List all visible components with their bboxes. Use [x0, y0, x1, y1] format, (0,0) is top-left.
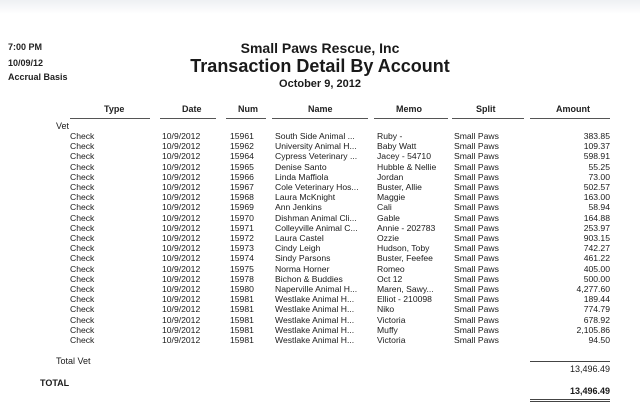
cell-memo: Ruby - — [377, 131, 403, 141]
cell-date: 10/9/2012 — [162, 335, 201, 345]
cell-memo: Annie - 202783 — [377, 222, 436, 233]
cell-split: Small Paws — [454, 222, 499, 233]
cell-name: Linda Maffiola — [275, 171, 329, 182]
group-total-amount: 13,496.49 — [569, 364, 610, 374]
cell-memo: Hubble & Nellie — [377, 161, 437, 172]
cell-memo: Ozzie — [377, 233, 399, 243]
cell-num: 15967 — [230, 182, 254, 192]
column-header-name: Name — [308, 104, 333, 114]
cell-type: Check — [70, 253, 95, 264]
report-print-date: 10/09/12 — [8, 58, 44, 68]
table-row — [0, 233, 640, 243]
cell-name: Colleyville Animal C... — [275, 222, 358, 233]
table-row — [0, 223, 640, 233]
report-time: 7:00 PM — [8, 42, 43, 52]
cell-num: 15973 — [230, 243, 254, 254]
cell-name: Westlake Animal H... — [275, 294, 355, 305]
column-header-num: Num — [238, 104, 258, 114]
cell-name: Dishman Animal Cli... — [275, 212, 357, 223]
cell-amount: 4,277.60 — [576, 284, 610, 294]
report-basis: Accrual Basis — [8, 72, 68, 82]
table-row — [0, 325, 640, 335]
cell-name: Cypress Veterinary ... — [275, 151, 358, 162]
cell-num: 15980 — [230, 284, 254, 294]
grand-total-label: TOTAL — [40, 378, 70, 388]
cell-date: 10/9/2012 — [162, 314, 201, 325]
cell-amount: 55.25 — [588, 161, 610, 172]
cell-type: Check — [70, 324, 95, 335]
cell-name: Laura Castel — [275, 233, 324, 243]
cell-memo: Baby Watt — [377, 141, 417, 152]
cell-type: Check — [70, 192, 95, 203]
cell-date: 10/9/2012 — [162, 324, 201, 335]
cell-amount: 461.22 — [583, 253, 610, 264]
cell-type: Check — [70, 202, 95, 213]
table-row — [0, 202, 640, 212]
cell-amount: 742.27 — [583, 243, 610, 254]
table-row — [0, 304, 640, 314]
cell-date: 10/9/2012 — [162, 171, 201, 182]
table-row — [0, 213, 640, 223]
cell-type: Check — [70, 233, 95, 243]
cell-memo: Victoria — [377, 314, 406, 325]
cell-type: Check — [70, 171, 95, 182]
cell-type: Check — [70, 294, 95, 305]
cell-num: 15974 — [230, 253, 254, 264]
cell-num: 15981 — [230, 335, 254, 345]
table-row — [0, 141, 640, 151]
cell-split: Small Paws — [454, 253, 499, 264]
cell-split: Small Paws — [454, 161, 499, 172]
table-row — [0, 284, 640, 294]
cell-amount: 774.79 — [583, 304, 610, 315]
cell-num: 15981 — [230, 304, 254, 315]
header-underline — [272, 118, 368, 119]
cell-memo: Oct 12 — [377, 273, 403, 284]
cell-date: 10/9/2012 — [162, 131, 201, 141]
cell-type: Check — [70, 222, 95, 233]
cell-type: Check — [70, 212, 95, 223]
header-underline — [452, 118, 524, 119]
cell-memo: Maggie — [377, 192, 406, 203]
table-row — [0, 264, 640, 274]
cell-num: 15981 — [230, 294, 254, 305]
cell-split: Small Paws — [454, 335, 499, 345]
cell-amount: 383.85 — [583, 131, 610, 141]
cell-num: 15981 — [230, 324, 254, 335]
cell-amount: 58.94 — [588, 202, 610, 213]
cell-type: Check — [70, 161, 95, 172]
cell-num: 15961 — [230, 131, 254, 141]
cell-num: 15968 — [230, 192, 254, 203]
cell-amount: 598.91 — [583, 151, 610, 162]
cell-name: University Animal H... — [275, 141, 357, 152]
cell-num: 15962 — [230, 141, 254, 152]
cell-split: Small Paws — [454, 273, 499, 284]
table-row — [0, 162, 640, 172]
cell-memo: Buster, Allie — [377, 182, 422, 192]
cell-split: Small Paws — [454, 243, 499, 254]
cell-memo: Jordan — [377, 171, 404, 182]
cell-type: Check — [70, 314, 95, 325]
cell-amount: 253.97 — [583, 222, 610, 233]
cell-memo: Romeo — [377, 263, 405, 274]
table-row — [0, 131, 640, 141]
cell-num: 15975 — [230, 263, 254, 274]
cell-type: Check — [70, 141, 95, 152]
table-row — [0, 335, 640, 345]
cell-name: Laura McKnight — [275, 192, 336, 203]
column-header-split: Split — [476, 104, 496, 114]
total-double-rule — [530, 399, 610, 400]
cell-memo: Hudson, Toby — [377, 243, 430, 254]
report-title: Transaction Detail By Account — [190, 56, 450, 76]
table-row — [0, 151, 640, 161]
cell-num: 15966 — [230, 171, 254, 182]
cell-memo: Buster, Feefee — [377, 253, 433, 264]
table-row — [0, 172, 640, 182]
cell-amount: 903.15 — [583, 233, 610, 243]
cell-amount: 405.00 — [583, 263, 610, 274]
company-name: Small Paws Rescue, Inc — [240, 40, 400, 56]
cell-memo: Jacey - 54710 — [377, 151, 431, 162]
cell-date: 10/9/2012 — [162, 263, 201, 274]
cell-date: 10/9/2012 — [162, 182, 201, 192]
cell-type: Check — [70, 243, 95, 254]
cell-name: Norma Horner — [275, 263, 330, 274]
cell-type: Check — [70, 263, 95, 274]
account-group-label: Vet — [56, 121, 70, 131]
column-header-date: Date — [182, 104, 202, 114]
header-underline — [374, 118, 448, 119]
cell-memo: Gable — [377, 212, 400, 223]
cell-name: Cindy Leigh — [275, 243, 321, 254]
column-header-amount: Amount — [556, 104, 590, 114]
table-row — [0, 274, 640, 284]
cell-num: 15965 — [230, 161, 254, 172]
cell-type: Check — [70, 304, 95, 315]
cell-date: 10/9/2012 — [162, 212, 201, 223]
table-row — [0, 192, 640, 202]
cell-num: 15981 — [230, 314, 254, 325]
cell-amount: 73.00 — [588, 171, 610, 182]
cell-amount: 502.57 — [583, 182, 610, 192]
cell-num: 15969 — [230, 202, 254, 213]
grand-total-amount: 13,496.49 — [569, 386, 610, 396]
cell-date: 10/9/2012 — [162, 141, 201, 152]
cell-type: Check — [70, 182, 95, 192]
cell-type: Check — [70, 273, 95, 284]
cell-split: Small Paws — [454, 151, 499, 162]
cell-split: Small Paws — [454, 202, 499, 213]
cell-date: 10/9/2012 — [162, 304, 201, 315]
cell-type: Check — [70, 335, 95, 345]
cell-amount: 109.37 — [583, 141, 610, 152]
cell-date: 10/9/2012 — [162, 243, 201, 254]
cell-name: Cole Veterinary Hos... — [275, 182, 359, 192]
cell-memo: Elliot - 210098 — [377, 294, 432, 305]
cell-memo: Victoria — [377, 335, 406, 345]
cell-date: 10/9/2012 — [162, 161, 201, 172]
cell-split: Small Paws — [454, 233, 499, 243]
table-row — [0, 253, 640, 263]
cell-num: 15978 — [230, 273, 254, 284]
cell-num: 15971 — [230, 222, 254, 233]
cell-name: Naperville Animal H... — [275, 284, 358, 294]
cell-split: Small Paws — [454, 131, 499, 141]
report-date: October 9, 2012 — [279, 78, 361, 90]
cell-type: Check — [70, 284, 95, 294]
group-total-label: Total Vet — [56, 356, 91, 366]
cell-amount: 164.88 — [583, 212, 610, 223]
table-row — [0, 315, 640, 325]
header-underline — [530, 118, 610, 119]
cell-split: Small Paws — [454, 171, 499, 182]
cell-name: Westlake Animal H... — [275, 314, 355, 325]
subtotal-rule — [530, 361, 610, 362]
cell-name: Westlake Animal H... — [275, 304, 355, 315]
cell-type: Check — [70, 151, 95, 162]
column-header-type: Type — [104, 104, 125, 114]
cell-date: 10/9/2012 — [162, 151, 201, 162]
cell-date: 10/9/2012 — [162, 222, 201, 233]
cell-split: Small Paws — [454, 263, 499, 274]
cell-split: Small Paws — [454, 192, 499, 203]
cell-amount: 189.44 — [583, 294, 610, 305]
table-row — [0, 182, 640, 192]
cell-split: Small Paws — [454, 182, 499, 192]
header-underline — [70, 118, 150, 119]
cell-type: Check — [70, 131, 95, 141]
cell-num: 15964 — [230, 151, 254, 162]
cell-memo: Muffy — [377, 324, 398, 335]
cell-amount: 500.00 — [583, 273, 610, 284]
cell-split: Small Paws — [454, 294, 499, 305]
cell-split: Small Paws — [454, 304, 499, 315]
cell-name: Bichon & Buddies — [275, 273, 343, 284]
cell-date: 10/9/2012 — [162, 202, 201, 213]
cell-date: 10/9/2012 — [162, 253, 201, 264]
table-row — [0, 243, 640, 253]
header-underline — [160, 118, 216, 119]
table-row — [0, 294, 640, 304]
cell-split: Small Paws — [454, 141, 499, 152]
cell-date: 10/9/2012 — [162, 233, 201, 243]
column-header-memo: Memo — [396, 104, 423, 114]
cell-num: 15972 — [230, 233, 254, 243]
cell-name: Westlake Animal H... — [275, 335, 355, 345]
cell-date: 10/9/2012 — [162, 284, 201, 294]
scan-edge — [0, 0, 640, 14]
cell-memo: Maren, Sawy... — [377, 284, 434, 294]
cell-date: 10/9/2012 — [162, 294, 201, 305]
cell-split: Small Paws — [454, 284, 499, 294]
cell-name: Sindy Parsons — [275, 253, 331, 264]
total-double-rule — [530, 401, 610, 402]
cell-split: Small Paws — [454, 324, 499, 335]
cell-memo: Cali — [377, 202, 392, 213]
cell-name: Denise Santo — [275, 161, 327, 172]
cell-split: Small Paws — [454, 314, 499, 325]
cell-num: 15970 — [230, 212, 254, 223]
cell-split: Small Paws — [454, 212, 499, 223]
cell-amount: 94.50 — [588, 335, 610, 345]
cell-amount: 678.92 — [583, 314, 610, 325]
cell-date: 10/9/2012 — [162, 192, 201, 203]
cell-amount: 2,105.86 — [576, 324, 610, 335]
cell-name: South Side Animal ... — [275, 131, 355, 141]
cell-name: Westlake Animal H... — [275, 324, 355, 335]
cell-amount: 163.00 — [583, 192, 610, 203]
cell-date: 10/9/2012 — [162, 273, 201, 284]
cell-memo: Niko — [377, 304, 395, 315]
cell-name: Ann Jenkins — [275, 202, 322, 213]
header-underline — [226, 118, 266, 119]
